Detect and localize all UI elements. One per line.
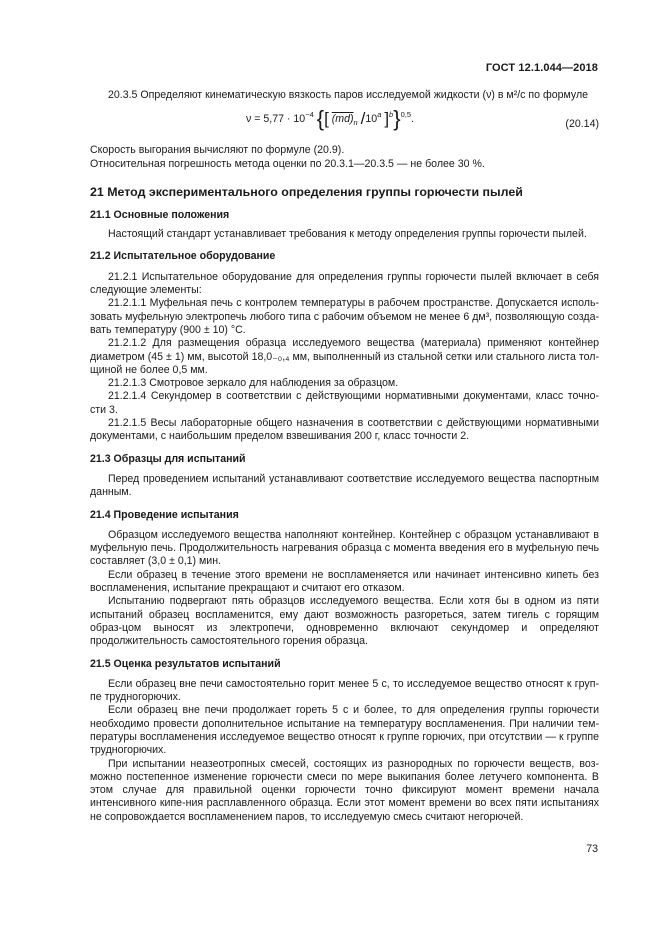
section-21-2-p1: 21.2.1 Испытательное оборудование для определения группы горючести пылей включает в себя следующие элементы: — [90, 270, 599, 297]
formula-inner-exponent: b — [389, 110, 394, 120]
formula-outer-exponent: 0,5 — [400, 110, 412, 120]
page-content — [90, 89, 599, 824]
formula-after-2: Относительная погрешность метода оценки по 20.3.1—20.3.5 — не более 30 %. — [90, 157, 485, 170]
formula-md: (md) — [331, 113, 354, 126]
formula-after-1: Скорость выгорания вычисляют по формуле (20.9). — [90, 144, 345, 157]
section-21-title: 21 Метод экспериментального определения группы горючести пылей — [90, 184, 523, 199]
formula-lhs-exponent: −4 — [305, 110, 314, 120]
section-21-3-p1: Перед проведением испытаний устанавливают соответствие исследуемого вещества паспортным данным. — [90, 472, 599, 499]
section-21-4-title: 21.4 Проведение испытания — [90, 508, 239, 521]
formula-divisor-exponent: a — [377, 110, 382, 120]
section-21-5-p3: При испытании неазеотропных смесей, состоящих из разнородных по горючести веществ, воз-можно постепенное изменение горючести смеси по мере выкипания более летучего компонента. В этом случае для правильной оценки горючести точно фиксируют момент времени начала интенсивного кипе-ния расплавленного образца. Если этот момент времени во всех пяти испытаниях не сопровождается воспламенением паров, то исследуемую смесь считают негорючей. — [90, 757, 599, 823]
section-21-2-title: 21.2 Испытательное оборудование — [90, 250, 276, 263]
formula-divisor: 10 — [365, 113, 378, 126]
formula-slash: / — [360, 109, 366, 129]
section-21-2-p3: 21.2.1.2 Для размещения образца исследуемого вещества (материала) применяют контейнер диаметром (45 ± 1) мм, высотой 18,0₋₀,₄ мм, выполненный из стальной сетки или стального листа тол-щиной не более 0,5 мм. — [90, 337, 599, 376]
formula-expression: $\nu = 5,77 \cdot 10^{-4}$ {[ $(md)_n$ /10$^a$ ]$^b$}$^{0,5}$. — [246, 106, 414, 132]
section-21-2-p5: 21.2.1.4 Секундомер в соответствии с действующими нормативными документами, класс точно-сти 3. — [90, 390, 599, 416]
formula-intro: 20.3.5 Определяют кинематическую вязкость паров исследуемой жидкости (ν) в м²/с по формуле — [108, 89, 589, 101]
formula-bracket-close: ] — [384, 109, 390, 129]
formula-brace-open: { — [316, 106, 325, 132]
formula-number: (20.14) — [565, 118, 599, 131]
section-21-1-title: 21.1 Основные положения — [90, 208, 230, 221]
section-21-5-p2: Если образец вне печи продолжает гореть 5 с и более, то для определения группы горючести необходимо провести дополнительное испытание на температуру воспламенения. При наличии тем-пературы воспламенения исследуемое вещество относят к группе горючих, при отсутствии — к группе трудногорючих. — [90, 704, 599, 757]
section-21-2-p4: 21.2.1.3 Смотровое зеркало для наблюдения за образцом. — [108, 377, 399, 390]
section-21-5-title: 21.5 Оценка результатов испытаний — [90, 657, 281, 670]
formula-lhs: ν = 5,77 · 10 — [246, 113, 306, 126]
document-code-header: ГОСТ 12.1.044—2018 — [485, 62, 598, 74]
page-number: 73 — [586, 843, 598, 855]
section-21-4-p1: Образцом исследуемого вещества наполняют контейнер. Контейнер с образцом устанавливают в муфельную печь. Продолжительность нагревания образца с момента введения его в муфельную печь составляет (3,0 ± 0,1) мин. — [90, 528, 599, 568]
section-21-3-title: 21.3 Образцы для испытаний — [90, 452, 246, 465]
section-21-2-p2: 21.2.1.1 Муфельная печь с контролем температуры в рабочем пространстве. Допускается исполь-зовать муфельную электропечь любого типа с рабочим объемом не менее 6 дм³, позволяющую созда-вать температуру (900 ± 10) °C. — [90, 297, 599, 336]
section-21-1-p1: Настоящий стандарт устанавливает требования к методу определения группы горючести пылей. — [108, 228, 587, 241]
formula-20-14 — [90, 104, 599, 144]
formula-bracket-open: [ — [324, 109, 329, 129]
section-21-4-p3: Испытанию подвергают пять образцов исследуемого вещества. Если хотя бы в одном из пяти испытаний образец воспламенится, ему дают возможность разгореться, затем тигель с горящим образ-цом выносят из электропечи, одновременно включают секундомер и определяют продолжительность самостоятельного горения образца. — [90, 595, 599, 648]
formula-brace-close: } — [393, 106, 401, 132]
section-21-5-p1: Если образец вне печи самостоятельно горит менее 5 с, то исследуемое вещество относят к груп-пе трудногорючих. — [90, 677, 599, 704]
section-21-2-p6: 21.2.1.5 Весы лабораторные общего назначения в соответствии с действующими нормативными документами, с наибольшим пределом взвешивания 200 г, класс точности 2. — [90, 417, 599, 443]
formula-md-subscript: n — [353, 118, 358, 128]
section-21-4-p2: Если образец в течение этого времени не воспламеняется или начинает интенсивно кипеть без воспламенения, испытание прекращают и считают его отказом. — [90, 568, 599, 595]
